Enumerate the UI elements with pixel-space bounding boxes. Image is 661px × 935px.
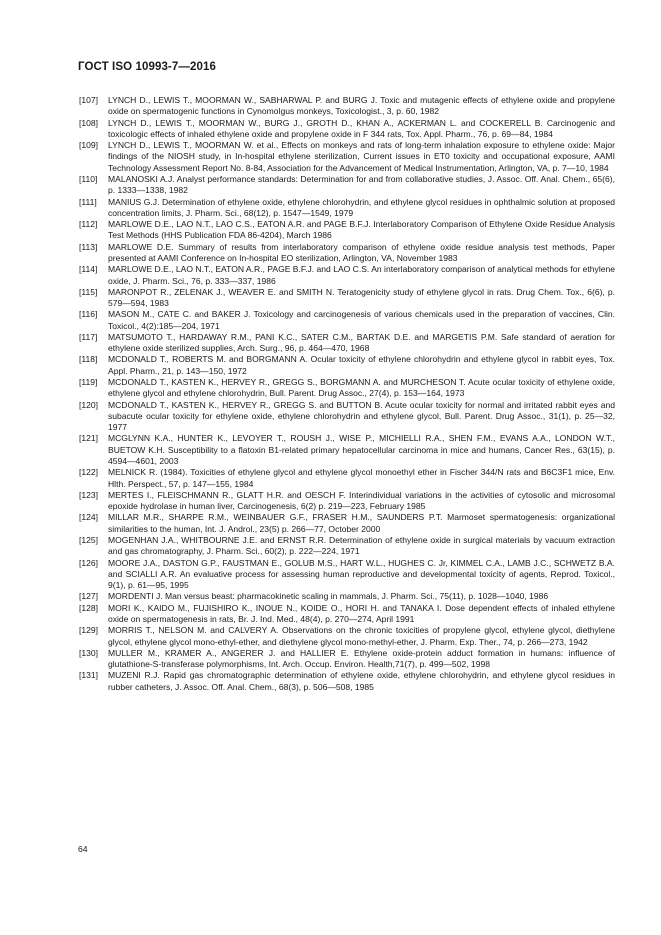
reference-entry xyxy=(79,512,615,535)
reference-entry xyxy=(79,332,615,355)
reference-text: MALANOSKI A.J. Analyst performance standards: Determination for and from collaborative studies, J. Assoc. Off. Anal. Chem., 65(6), p. 1333—1338, 1982 xyxy=(108,173,615,196)
reference-number: [129] xyxy=(79,625,99,636)
reference-text: MANIUS G.J. Determination of ethylene oxide, ethylene chlorohydrin, and ethylene glycol residues in ophthalmic solution at proposed concentration limits, J. Pharm. Sci., 68(12), p. 1547—1549, 1979 xyxy=(108,196,615,218)
reference-text: MCDONALD T., KASTEN K., HERVEY R., GREGG S. and BUTTON B. Acute ocular toxicity for normal and irritated rabbit eyes and subacute ocular toxicity for ethylene oxide, ethylene chlorohydrin and ethylene glycol, Bull. Parent. Drug Assoc., 31(1), p. 25—32, 1977 xyxy=(108,399,615,433)
reference-text: MCGLYNN K.A., HUNTER K., LEVOYER T., ROUSH J., WISE P., MICHIELLI R.A., SHEN F.M., EVANS A.A., LONDON W.T., BUETOW K.H. Susceptibility to a flatoxin B1-related primary hepatocellular carcinoma in mice and humans, Cancer Res., 63(15), p. 4594—4601, 2003 xyxy=(108,433,615,466)
reference-text: MOGENHAN J.A., WHITBOURNE J.E. and ERNST R.R. Determination of ethylene oxide in surgical materials by vacuum extraction and gas chromatography, J. Pharm. Sci., 60(2), p. 222—224, 1971 xyxy=(108,534,615,557)
reference-text: MATSUMOTO T., HARDAWAY R.M., PANI K.C., SATER C.M., BARTAK D.E. and MARGETIS P.M. Safe standard of aeration for ethylene oxide sterilized supplies, Arch. Surg., 96, p. 464—470, 1968 xyxy=(108,331,615,354)
reference-text: LYNCH D., LEWIS T., MOORMAN W., SABHARWAL P. and BURG J. Toxic and mutagenic effects of ethylene oxide and propylene oxide on spermatogenic functions in Cynomolgus monkeys, Toxicologist., 3, p. 60, 1982 xyxy=(108,95,615,117)
reference-number: [128] xyxy=(79,602,99,613)
reference-entry xyxy=(79,354,615,377)
reference-number: [107] xyxy=(79,95,99,105)
page-number: 64 xyxy=(78,844,88,854)
reference-number: [114] xyxy=(79,264,98,275)
reference-number: [112] xyxy=(79,219,98,230)
reference-text: LYNCH D., LEWIS T., MOORMAN W. et al., Effects on monkeys and rats of long-term inhalation exposure to ethylene oxide: Major findings of the NIOSH study, in In-hospital ethylene sterilization, Current issues in ET0 toxicity and occupational exposure, AAMI Technology Assessment Report No. 8-84, Association for the Advancement of Medical Instrumentation, Arlington, VA, p. 7—10, 1984 xyxy=(108,140,615,173)
reference-entry xyxy=(79,670,615,693)
reference-text: MILLAR M.R., SHARPE R.M., WEINBAUER G.F., FRASER H.M., SAUNDERS P.T. Marmoset spermatogenesis: organizational similarities to the human, Int. J. Androl., 23(5) p. 266—77, October 2000 xyxy=(108,512,615,534)
reference-entry xyxy=(79,558,615,592)
reference-text: MARONPOT R., ZELENAK J., WEAVER E. and SMITH N. Teratogenicity study of ethylene glycol in rats. Drug Chem. Tox., 6(6), p. 579—594, 1983 xyxy=(108,286,615,309)
reference-entry xyxy=(79,625,615,648)
reference-entry xyxy=(79,467,615,490)
reference-number: [122] xyxy=(79,467,99,478)
reference-text: MELNICK R. (1984). Toxicities of ethylene glycol and ethylene glycol monoethyl ether in Fischer 344/N rats and B6C3F1 mice, Env. Hlth. Perspect., 57, p. 147—155, 1984 xyxy=(108,467,615,489)
reference-entry xyxy=(79,118,615,141)
reference-text: MASON M., CATE C. and BAKER J. Toxicology and carcinogenesis of various chemicals used in the preparation of vaccines, Clin. Toxicol., 4(2):185—204, 1971 xyxy=(108,309,615,331)
reference-number: [121] xyxy=(79,433,99,444)
reference-text: MULLER M., KRAMER A., ANGERER J. and HALLIER E. Ethylene oxide-protein adduct formation in humans: influence of glutathione-S-transferase polymorphisms, Int. Arch. Occup. Environ. Health,71(7), p. 499—502, 1998 xyxy=(108,647,615,670)
reference-entry xyxy=(79,591,615,602)
reference-number: [117] xyxy=(79,331,98,342)
reference-entry xyxy=(79,197,615,220)
reference-text: MORI K., KAIDO M., FUJISHIRO K., INOUE N., KOIDE O., HORI H. and TANAKA I. Dose dependent effects of inhaled ethylene oxide on spermatogenesis in rats, Br. J. Ind. Med., 48(4), p. 270—274, April 1991 xyxy=(108,602,615,624)
reference-text: MARLOWE D.E., LAO N.T., LAO C.S., EATON A.R. and PAGE B.F.J. Interlaboratory Comparison of Ethylene Oxide Residue Analysis Test Methods (HHS Publication FDA 86-4204), March 1986 xyxy=(108,219,615,241)
reference-text: MOORE J.A., DASTON G.P., FAUSTMAN E., GOLUB M.S., HART W.L., HUGHES C. Jr, KIMMEL C.A., LAMB J.C., SCHWETZ B.A. and SCIALLI A.R. An evaluative process for assessing human reproductive and developmental toxicity of agents, Reprod. Toxicol., 9(1), p. 61—95, 1995 xyxy=(108,557,615,591)
reference-text: MCDONALD T., KASTEN K., HERVEY R., GREGG S., BORGMANN A. and MURCHESON T. Acute ocular toxicity of ethylene oxide, ethylene glycol and ethylene chlorohydrin, Bull. Parent. Drug Assoc., 27(4), p. 153—164, 1973 xyxy=(108,377,615,399)
reference-entry xyxy=(79,490,615,513)
reference-entry xyxy=(79,174,615,197)
reference-number: [131] xyxy=(79,670,99,681)
reference-entry xyxy=(79,309,615,332)
reference-entry xyxy=(79,95,615,118)
reference-number: [124] xyxy=(79,512,99,523)
document-header: ГОСТ ISO 10993-7—2016 xyxy=(78,61,216,73)
reference-number: [116] xyxy=(79,309,98,320)
reference-number: [120] xyxy=(79,399,99,410)
reference-number: [119] xyxy=(79,377,98,388)
reference-entry xyxy=(79,264,615,287)
reference-entry xyxy=(79,433,615,467)
reference-entry xyxy=(79,287,615,310)
reference-text: MCDONALD T., ROBERTS M. and BORGMANN A. Ocular toxicity of ethylene chlorohydrin and ethylene glycol in rabbit eyes, Tox. Appl. Pharm., 21, p. 143—150, 1972 xyxy=(108,354,615,376)
reference-number: [113] xyxy=(79,241,98,252)
reference-number: [115] xyxy=(79,286,98,297)
reference-entry xyxy=(79,377,615,400)
reference-number: [127] xyxy=(79,591,99,602)
reference-text: MARLOWE D.E. Summary of results from interlaboratory comparison of ethylene oxide residue analysis test methods, Paper presented at AAMI Conference on In-hospital EO sterilization, Arlington, VA, November 1983 xyxy=(108,241,615,263)
reference-text: LYNCH D., LEWIS T., MOORMAN W., BURG J., GROTH D., KHAN A., ACKERMAN L. and COCKERELL B. Carcinogenic and toxicologic effects of inhaled ethylene oxide and propylene oxide in F 344 rats, Tox. Appl. Pharm., 76, p. 69—84, 1984 xyxy=(108,117,615,139)
reference-entry xyxy=(79,648,615,671)
reference-entry xyxy=(79,242,615,265)
reference-entry xyxy=(79,603,615,626)
reference-entry xyxy=(79,140,615,174)
reference-text: MORDENTI J. Man versus beast: pharmacokinetic scaling in mammals, J. Pharm. Sci., 75(11), p. 1028—1040, 1986 xyxy=(108,591,549,602)
reference-number: [125] xyxy=(79,534,99,545)
reference-text: MERTES I., FLEISCHMANN R., GLATT H.R. and OESCH F. Interindividual variations in the activities of cytosolic and microsomal epoxide hydrolase in human liver, Carcinogenesis, 6(2) p. 219—223, February 1985 xyxy=(108,489,615,512)
reference-entry xyxy=(79,219,615,242)
reference-number: [110] xyxy=(79,173,98,184)
reference-number: [108] xyxy=(79,117,99,128)
reference-entry xyxy=(79,535,615,558)
reference-number: [111] xyxy=(79,196,97,207)
reference-number: [126] xyxy=(79,557,99,568)
reference-text: MORRIS T., NELSON M. and CALVERY A. Observations on the chronic toxicities of propylene glycol, ethylene glycol, diethylene glycol, ethylene glycol mono-ethyl-ether, and diethylene glycol mono-methyl-ether, J. Pharm. Exp. Ther., 74, p. 266—273, 1942 xyxy=(108,625,615,647)
reference-number: [109] xyxy=(79,140,99,151)
reference-text: MUZENI R.J. Rapid gas chromatographic determination of ethylene oxide, ethylene chlorohydrin, and ethylene glycol residues in rubber catheters, J. Assoc. Off. Anal. Chem., 68(3), p. 506—508, 1985 xyxy=(108,670,615,692)
reference-list xyxy=(79,95,615,693)
reference-number: [123] xyxy=(79,489,99,500)
reference-number: [118] xyxy=(79,354,98,365)
reference-number: [130] xyxy=(79,647,99,658)
reference-entry xyxy=(79,400,615,434)
reference-text: MARLOWE D.E., LAO N.T., EATON A.R., PAGE B.F.J. and LAO C.S. An interlaboratory comparison of analytical methods for ethylene oxide, J. Pharm. Sci., 76, p. 333—337, 1986 xyxy=(108,264,615,286)
